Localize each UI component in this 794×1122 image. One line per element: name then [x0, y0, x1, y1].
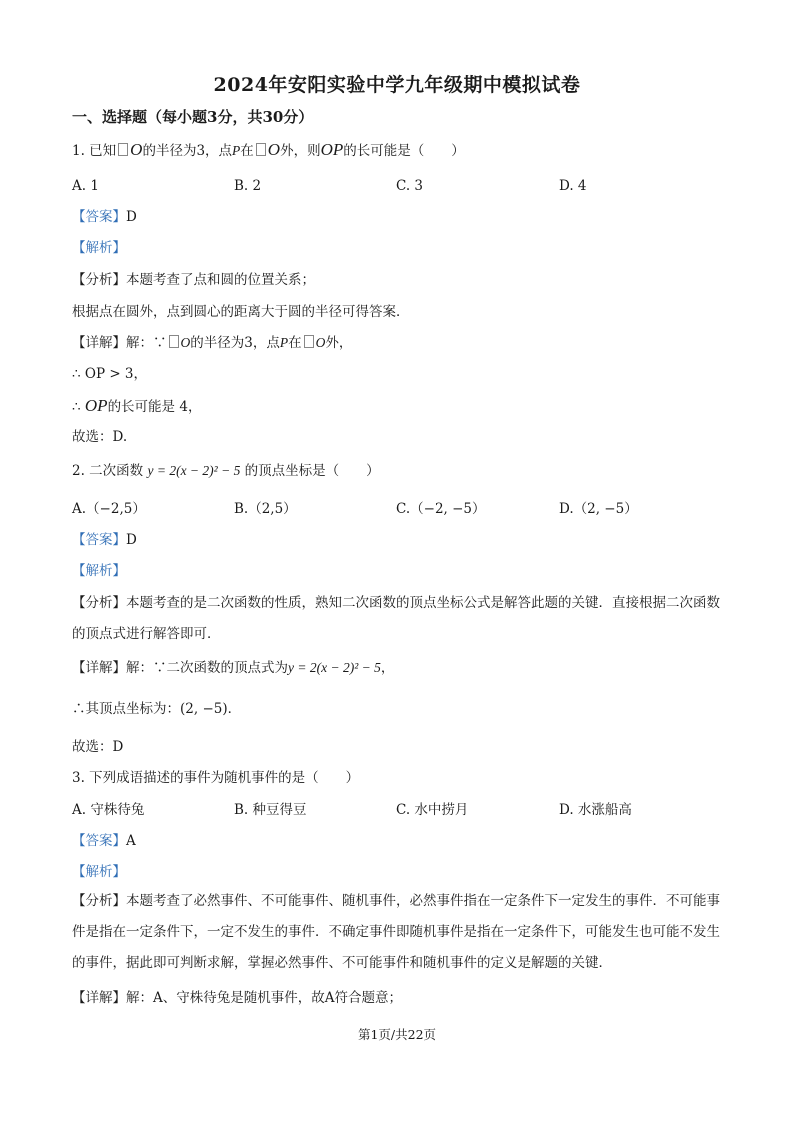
page-footer: 第1页/共22页	[357, 1027, 437, 1042]
q3-detail: 【详解】解：A、守株待兔是随机事件，故A符合题意；	[72, 990, 402, 1006]
q2-fenxi: 【分析】本题考查的是二次函数的性质，熟知二次函数的顶点坐标公式是解答此题的关键．直接根据二次函数的顶点式进行解答即可．	[72, 595, 720, 642]
q1-step-1: ∴ OP > 3，	[72, 366, 148, 382]
q2-option-c: C.（−2, −5）	[396, 501, 486, 517]
q3-analysis-tag: 【解析】	[72, 864, 126, 880]
q2-choose: 故选：D	[72, 739, 124, 755]
q2-stem: 2. 二次函数 y = 2(x − 2)² − 5 的顶点坐标是（ ）	[72, 463, 380, 479]
q3-stem: 3. 下列成语描述的事件为随机事件的是（ ）	[72, 770, 360, 786]
q1-detail: 【详解】解：∵ O的半径为3，点P在 O外，	[72, 335, 353, 351]
q3-option-c: C. 水中捞月	[396, 802, 469, 818]
q1-option-b: B. 2	[234, 178, 262, 194]
q2-option-b: B.（2,5）	[234, 501, 297, 517]
q2-analysis-tag: 【解析】	[72, 563, 126, 579]
circle-symbol-icon	[304, 335, 314, 348]
q2-step-1: ∴其顶点坐标为：(2, −5)．	[72, 701, 242, 717]
q1-fenxi-2: 根据点在圆外，点到圆心的距离大于圆的半径可得答案．	[72, 304, 410, 320]
q3-fenxi: 【分析】本题考查了必然事件、不可能事件、随机事件，必然事件指在一定条件下一定发生的事件．不可能事件是指在一定条件下，一定不发生的事件．不确定事件即随机事件是指在一定条件下，可能发生也可能不发生的事件，据此即可判断求解，掌握必然事件、不可能事件和随机事件的定义是解题的关键．	[72, 893, 720, 971]
q3-option-a: A. 守株待兔	[72, 802, 145, 818]
q3-answer: 【答案】A	[72, 833, 136, 849]
q1-analysis-tag: 【解析】	[72, 240, 126, 256]
circle-symbol-icon	[169, 335, 179, 348]
page-title: 2024年安阳实验中学九年级期中模拟试卷	[213, 74, 581, 96]
circle-symbol-icon	[118, 143, 128, 156]
q1-stem: 1. 已知 O的半径为3，点P在 O外，则OP的长可能是（ ）	[72, 140, 465, 159]
q2-detail: 【详解】解：∵二次函数的顶点式为y = 2(x − 2)² − 5，	[72, 660, 395, 676]
q3-option-b: B. 种豆得豆	[234, 802, 307, 818]
q2-answer: 【答案】D	[72, 532, 137, 548]
q1-choose: 故选：D.	[72, 429, 128, 445]
q1-step-2: ∴ OP的长可能是 4，	[72, 396, 202, 415]
q1-answer: 【答案】D	[72, 209, 137, 225]
q1-option-c: C. 3	[396, 178, 424, 194]
q2-option-d: D.（2, −5）	[559, 501, 638, 517]
section-heading: 一、选择题（每小题3分，共30分）	[72, 108, 314, 126]
q1-option-d: D. 4	[559, 178, 587, 194]
q2-option-a: A.（−2,5）	[72, 501, 146, 517]
q1-fenxi: 【分析】本题考查了点和圆的位置关系；	[72, 272, 315, 288]
q1-option-a: A. 1	[72, 178, 99, 194]
circle-symbol-icon	[256, 143, 266, 156]
q3-option-d: D. 水涨船高	[559, 802, 632, 818]
